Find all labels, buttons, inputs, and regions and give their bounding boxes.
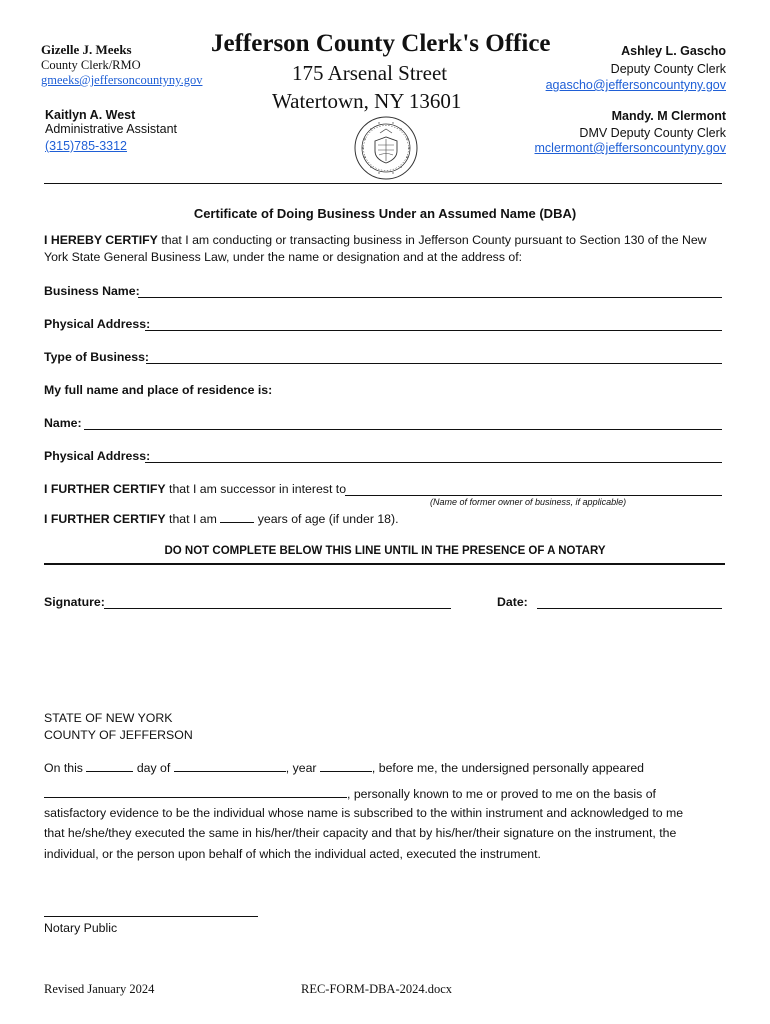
contact-name: Gizelle J. Meeks [41,42,132,57]
notary-text-line: individual, or the person upon behalf of which the individual acted, executed the instrument. [44,847,541,861]
appeared-person-field[interactable] [44,787,347,798]
contact-title: Deputy County Clerk [610,62,726,76]
date-field[interactable] [537,608,722,609]
notary-warning: DO NOT COMPLETE BELOW THIS LINE UNTIL IN THE PRESENCE OF A NOTARY [164,545,606,557]
contact-phone-link[interactable]: (315)785-3312 [45,139,128,153]
former-owner-note: (Name of former owner of business, if applicable) [430,497,627,507]
contact-email-link[interactable]: agascho@jeffersoncountyny.gov [545,78,726,92]
contact-name: Mandy. M Clermont [611,109,726,123]
date-label: Date: [497,595,528,609]
contact-name: Ashley L. Gascho [621,44,726,58]
before-me-text: , before me, the undersigned personally appeared [371,761,645,775]
contact-title: DMV Deputy County Clerk [579,126,726,140]
form-id: REC-FORM-DBA-2024.docx [301,982,453,996]
notary-public-label: Notary Public [44,921,118,935]
business-name-field[interactable] [138,297,722,298]
office-city: Watertown, NY 13601 [272,89,462,113]
signature-field[interactable] [104,608,451,609]
business-name-label: Business Name: [44,284,140,298]
residence-address-label: Physical Address: [44,449,151,463]
day-field[interactable] [86,761,133,772]
certify-paragraph-line-1 [44,233,707,247]
day-of-text: day of [136,761,171,775]
known-text: , personally known to me or proved to me on the basis of [347,787,656,801]
contact-title: Administrative Assistant [45,122,177,136]
notary-date-line: On this day of , year , before me, the undersigned personally appeared [44,761,645,775]
successor-text: that I am successor in interest to [165,482,347,496]
month-field[interactable] [174,761,286,772]
notary-divider [44,563,725,565]
notary-appeared-line [44,787,656,801]
successor-line [44,482,346,496]
type-of-business-label: Type of Business: [44,350,149,364]
contact-title: County Clerk/RMO [41,58,141,72]
form-title: Certificate of Doing Business Under an Assumed Name (DBA) [193,206,577,221]
age-text-a: that I am [165,512,221,526]
physical-address-label: Physical Address: [44,317,151,331]
notary-signature-field[interactable] [44,916,258,917]
revision-note: Revised January 2024 [44,982,155,996]
notary-text-line: that he/she/they executed the same in his/her/their capacity and that by his/her/their signature on the instrument, the [44,826,677,840]
contact-name: Kaitlyn A. West [45,108,136,122]
on-this-text: On this [44,761,83,775]
office-street: 175 Arsenal Street [292,61,448,85]
age-text-b: years of age (if under 18). [254,512,399,526]
notary-county: COUNTY OF JEFFERSON [44,728,193,742]
name-label: Name: [44,416,82,430]
certify-text: that I am conducting or transacting business in Jefferson County pursuant to Section 130 of the New [157,233,707,247]
year-field[interactable] [320,761,372,772]
office-title: Jefferson County Clerk's Office [211,30,551,57]
further-certify-lead: I FURTHER CERTIFY [44,512,166,526]
residence-address-field[interactable] [145,462,722,463]
county-seal-icon [353,115,419,181]
former-owner-field[interactable] [345,495,722,496]
physical-address-field[interactable] [145,330,722,331]
contact-email-link[interactable]: mclermont@jeffersoncountyny.gov [534,141,726,155]
signature-label: Signature: [44,595,105,609]
name-field[interactable] [84,429,722,430]
certify-paragraph-line-2: York State General Business Law, under the name or designation and at the address of: [44,250,523,264]
notary-text-line: satisfactory evidence to be the individual whose name is subscribed to the within instrument and acknowledged to me [44,806,684,820]
type-of-business-field[interactable] [146,363,722,364]
year-text: year [292,761,317,775]
age-field[interactable] [220,512,254,523]
residence-heading: My full name and place of residence is: [44,383,273,397]
header-divider [44,183,722,184]
age-line [44,512,399,526]
notary-state: STATE OF NEW YORK [44,711,173,725]
certify-lead: I HEREBY CERTIFY [44,233,158,247]
further-certify-lead: I FURTHER CERTIFY [44,482,166,496]
contact-email-link[interactable]: gmeeks@jeffersoncountyny.gov [41,73,203,87]
